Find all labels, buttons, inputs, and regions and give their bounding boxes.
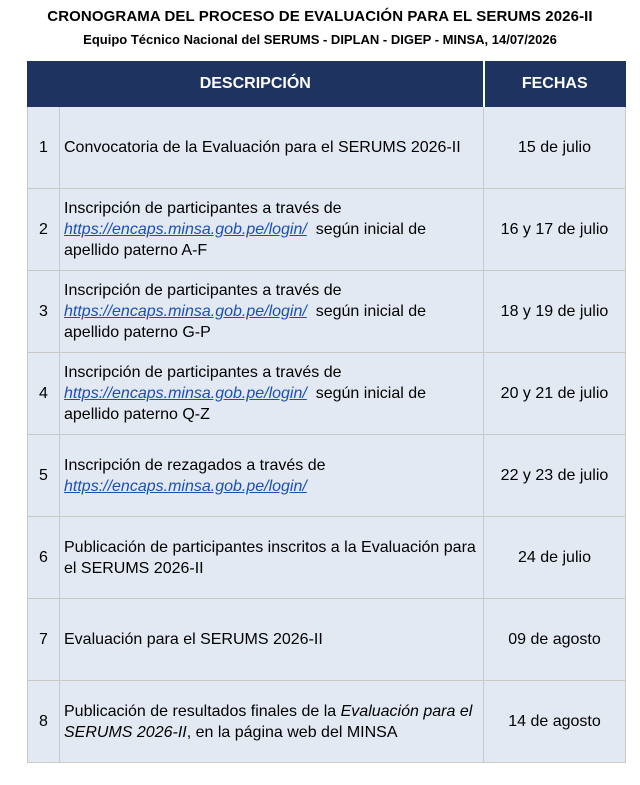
table-row xyxy=(28,599,626,681)
column-header-description: DESCRIPCIÓN xyxy=(28,62,484,107)
description-text: Publicación de resultados finales de la xyxy=(64,702,341,720)
registration-link[interactable]: https://encaps.minsa.gob.pe/login/ xyxy=(64,477,307,495)
description-text: Inscripción de rezagados a través de xyxy=(64,456,326,474)
row-number: 3 xyxy=(28,271,60,353)
table-row xyxy=(28,353,626,435)
row-date: 20 y 21 de julio xyxy=(484,353,626,435)
column-header-dates: FECHAS xyxy=(484,62,626,107)
document-title: CRONOGRAMA DEL PROCESO DE EVALUACIÓN PARA EL SERUMS 2026-II xyxy=(47,8,593,25)
registration-link[interactable]: https://encaps.minsa.gob.pe/login/ xyxy=(64,385,307,402)
row-description xyxy=(60,517,484,599)
description-text-continued: según inicial de apellido paterno Q-Z xyxy=(64,385,431,423)
row-date: 22 y 23 de julio xyxy=(484,435,626,517)
table-header-row xyxy=(28,62,626,107)
row-date: 15 de julio xyxy=(484,107,626,189)
table-row xyxy=(28,271,626,353)
description-text: Inscripción de participantes a través de xyxy=(64,282,342,299)
description-text: Evaluación para el SERUMS 2026-II xyxy=(64,631,323,648)
description-text-continued: según inicial de apellido paterno G-P xyxy=(64,303,431,341)
registration-link[interactable]: https://encaps.minsa.gob.pe/login/ xyxy=(64,221,307,238)
row-description xyxy=(60,189,484,271)
table-row xyxy=(28,107,626,189)
row-description xyxy=(60,435,484,517)
table-row xyxy=(28,189,626,271)
table-row xyxy=(28,517,626,599)
row-number: 7 xyxy=(28,599,60,681)
row-date: 16 y 17 de julio xyxy=(484,189,626,271)
row-date: 14 de agosto xyxy=(484,681,626,763)
row-description xyxy=(60,599,484,681)
description-italic-text: Evaluación para el SERUMS 2026-II xyxy=(64,702,473,741)
row-number: 6 xyxy=(28,517,60,599)
description-text: Publicación de participantes inscritos a la Evaluación para el SERUMS 2026-II xyxy=(64,538,476,577)
row-number: 8 xyxy=(28,681,60,763)
registration-link[interactable]: https://encaps.minsa.gob.pe/login/ xyxy=(64,303,307,320)
description-text: Inscripción de participantes a través de xyxy=(64,200,342,217)
row-description xyxy=(60,271,484,353)
description-text-continued: según inicial de apellido paterno A-F xyxy=(64,221,431,259)
row-description xyxy=(60,353,484,435)
description-text: Convocatoria de la Evaluación para el SERUMS 2026-II xyxy=(64,139,461,156)
row-date: 09 de agosto xyxy=(484,599,626,681)
row-number: 5 xyxy=(28,435,60,517)
schedule-table xyxy=(27,61,626,763)
row-number: 1 xyxy=(28,107,60,189)
description-text-continued: , en la página web del MINSA xyxy=(186,723,398,741)
description-text: Inscripción de participantes a través de xyxy=(64,364,342,381)
row-number: 4 xyxy=(28,353,60,435)
row-date: 18 y 19 de julio xyxy=(484,271,626,353)
document-subtitle: Equipo Técnico Nacional del SERUMS - DIPLAN - DIGEP - MINSA, 14/07/2026 xyxy=(83,32,557,47)
row-date: 24 de julio xyxy=(484,517,626,599)
row-number: 2 xyxy=(28,189,60,271)
table-row xyxy=(28,681,626,763)
row-description xyxy=(60,681,484,763)
table-row xyxy=(28,435,626,517)
row-description xyxy=(60,107,484,189)
